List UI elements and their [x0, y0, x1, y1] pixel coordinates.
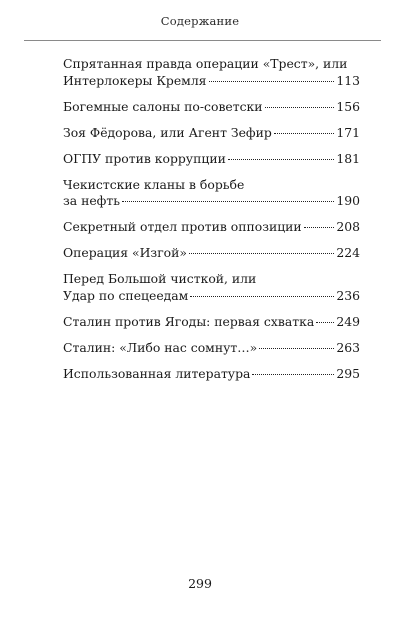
toc-entry-title-line: Удар по спецеедам	[63, 287, 189, 303]
toc-entry-page-number: 113	[336, 72, 360, 88]
dot-leader	[190, 296, 334, 297]
toc-entry-last-line	[63, 151, 360, 168]
toc-entry	[63, 219, 360, 236]
toc-entry-page-number: 263	[336, 339, 360, 355]
toc-entry	[63, 177, 360, 210]
toc-entry-title-line: Использованная литература	[63, 365, 251, 381]
toc-entry-title-line: Богемные салоны по-советски	[63, 98, 263, 114]
toc-entry-page-number: 171	[336, 124, 360, 140]
dot-leader	[189, 253, 334, 254]
toc-entry-last-line	[63, 245, 360, 262]
toc-entry-page-number: 236	[336, 287, 360, 303]
toc-entry-last-line	[63, 288, 360, 305]
toc-entry-title-line: Перед Большой чисткой, или	[63, 271, 257, 286]
toc-entry-last-line	[63, 366, 360, 383]
toc-entry-last-line	[63, 73, 360, 90]
toc-entry-page-number: 295	[336, 365, 360, 381]
toc-entry-title-line: Чекистские кланы в борьбе	[63, 176, 245, 192]
page-number: 299	[188, 576, 212, 591]
toc-entry	[63, 245, 360, 262]
dot-leader	[228, 159, 335, 160]
toc-entry	[63, 99, 360, 116]
dot-leader	[316, 322, 334, 323]
toc-entry-last-line	[63, 193, 360, 210]
toc-entry-page-number: 249	[336, 313, 360, 329]
toc-entry-last-line	[63, 340, 360, 357]
toc-entry	[63, 56, 360, 89]
toc-entry-page-number: 208	[336, 219, 360, 234]
toc-entry-page-number: 181	[336, 150, 360, 166]
dot-leader	[209, 81, 335, 82]
dot-leader	[259, 348, 334, 349]
toc-entry	[63, 151, 360, 168]
toc-entry-last-line	[63, 99, 360, 116]
dot-leader	[304, 227, 335, 228]
dot-leader	[265, 107, 335, 108]
toc-entry-title-line: Сталин против Ягоды: первая схватка	[63, 313, 315, 329]
toc-entry-last-line	[63, 219, 360, 236]
toc-entry-title-line: Спрятанная правда операции «Трест», или	[63, 56, 348, 71]
header-rule	[24, 40, 381, 41]
toc-entry-title-line: Интерлокеры Кремля	[63, 72, 207, 88]
toc-entry	[63, 125, 360, 142]
toc-entry	[63, 366, 360, 383]
toc-entry	[63, 340, 360, 357]
toc-entry	[63, 271, 360, 304]
toc-entry-page-number: 190	[336, 193, 360, 208]
toc-entry-last-line	[63, 125, 360, 142]
toc-entry-page-number: 224	[336, 245, 360, 260]
dot-leader	[274, 133, 335, 134]
toc-entry-title-line: Операция «Изгой»	[63, 245, 187, 260]
toc-entry-title-line: за нефть	[63, 193, 120, 208]
dot-leader	[252, 374, 334, 375]
toc-entry-last-line	[63, 314, 360, 331]
toc-entry-title-line: Зоя Фёдорова, или Агент Зефир	[63, 124, 272, 140]
toc-entry	[63, 314, 360, 331]
toc-entry-title-line: ОГПУ против коррупции	[63, 150, 226, 166]
table-of-contents	[63, 56, 360, 392]
dot-leader	[122, 201, 334, 202]
toc-entry-page-number: 156	[336, 98, 360, 114]
toc-entry-title-line: Секретный отдел против оппозиции	[63, 219, 302, 234]
running-head: Содержание	[160, 14, 240, 28]
toc-entry-title-line: Сталин: «Либо нас сомнут…»	[63, 339, 258, 355]
